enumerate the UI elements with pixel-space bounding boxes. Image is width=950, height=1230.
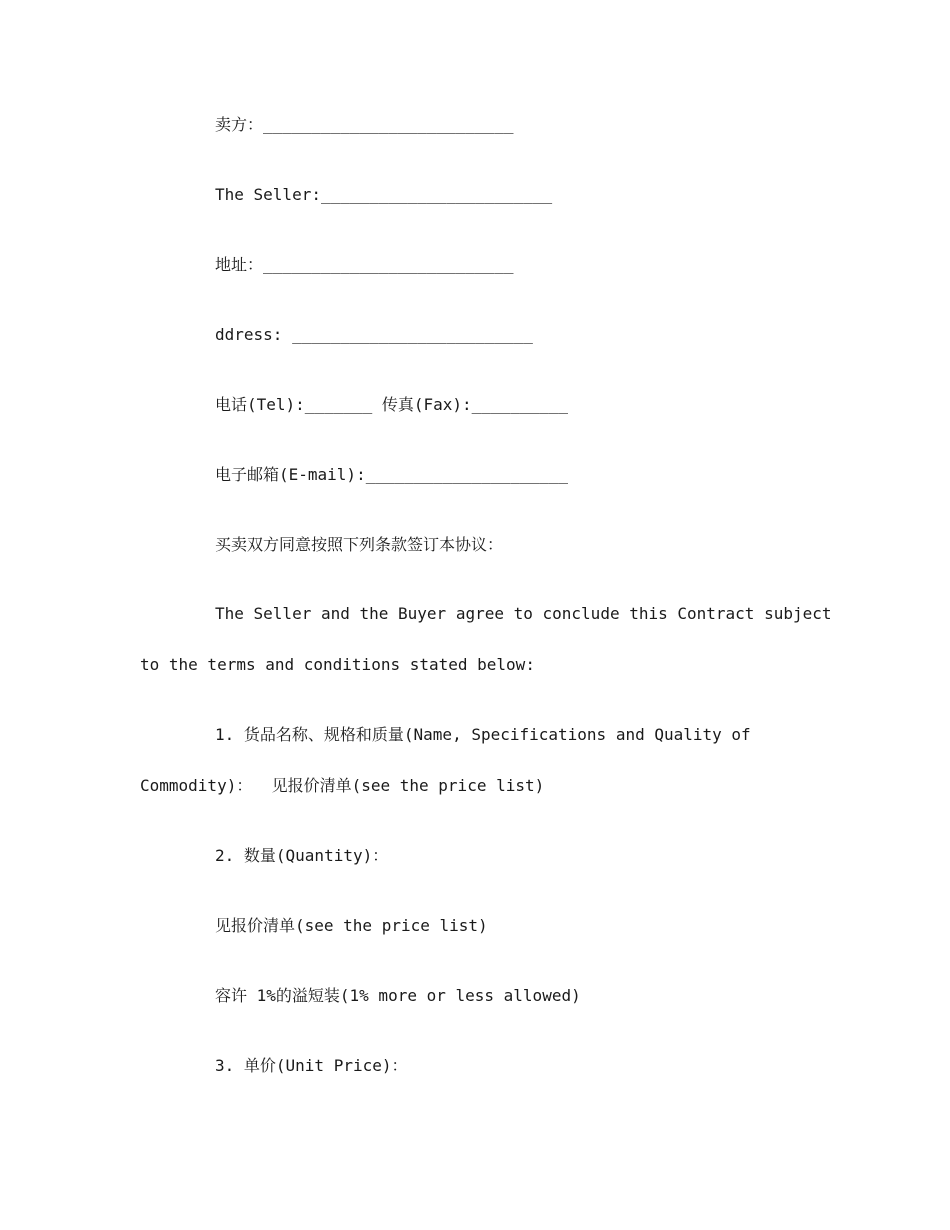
seller-cn-field: 卖方：__________________________ xyxy=(215,115,514,134)
address-cn-field: 地址：__________________________ xyxy=(215,255,514,274)
address-en-field: ddress: _________________________ xyxy=(215,325,533,344)
clause-2-title: 2. 数量(Quantity)： xyxy=(215,846,389,865)
clause-1-line1: 1. 货品名称、规格和质量(Name, Specifications and Quality of xyxy=(215,725,751,744)
agreement-intro-cn: 买卖双方同意按照下列条款签订本协议： xyxy=(215,535,504,554)
clause-2-detail-2: 容许 1%的溢短装(1% more or less allowed) xyxy=(215,986,581,1005)
clause-1-line2: Commodity)： 见报价清单(see the price list) xyxy=(140,776,545,795)
agreement-intro-en-line2: to the terms and conditions stated below: xyxy=(140,655,535,674)
clause-3-title: 3. 单价(Unit Price)： xyxy=(215,1056,408,1075)
clause-2-detail-1: 见报价清单(see the price list) xyxy=(215,916,488,935)
email-field: 电子邮箱(E-mail):_____________________ xyxy=(215,465,568,484)
tel-fax-field: 电话(Tel):_______ 传真(Fax):__________ xyxy=(215,395,568,414)
seller-en-field: The Seller:________________________ xyxy=(215,185,553,204)
agreement-intro-en-line1: The Seller and the Buyer agree to conclude this Contract subject xyxy=(215,604,832,623)
